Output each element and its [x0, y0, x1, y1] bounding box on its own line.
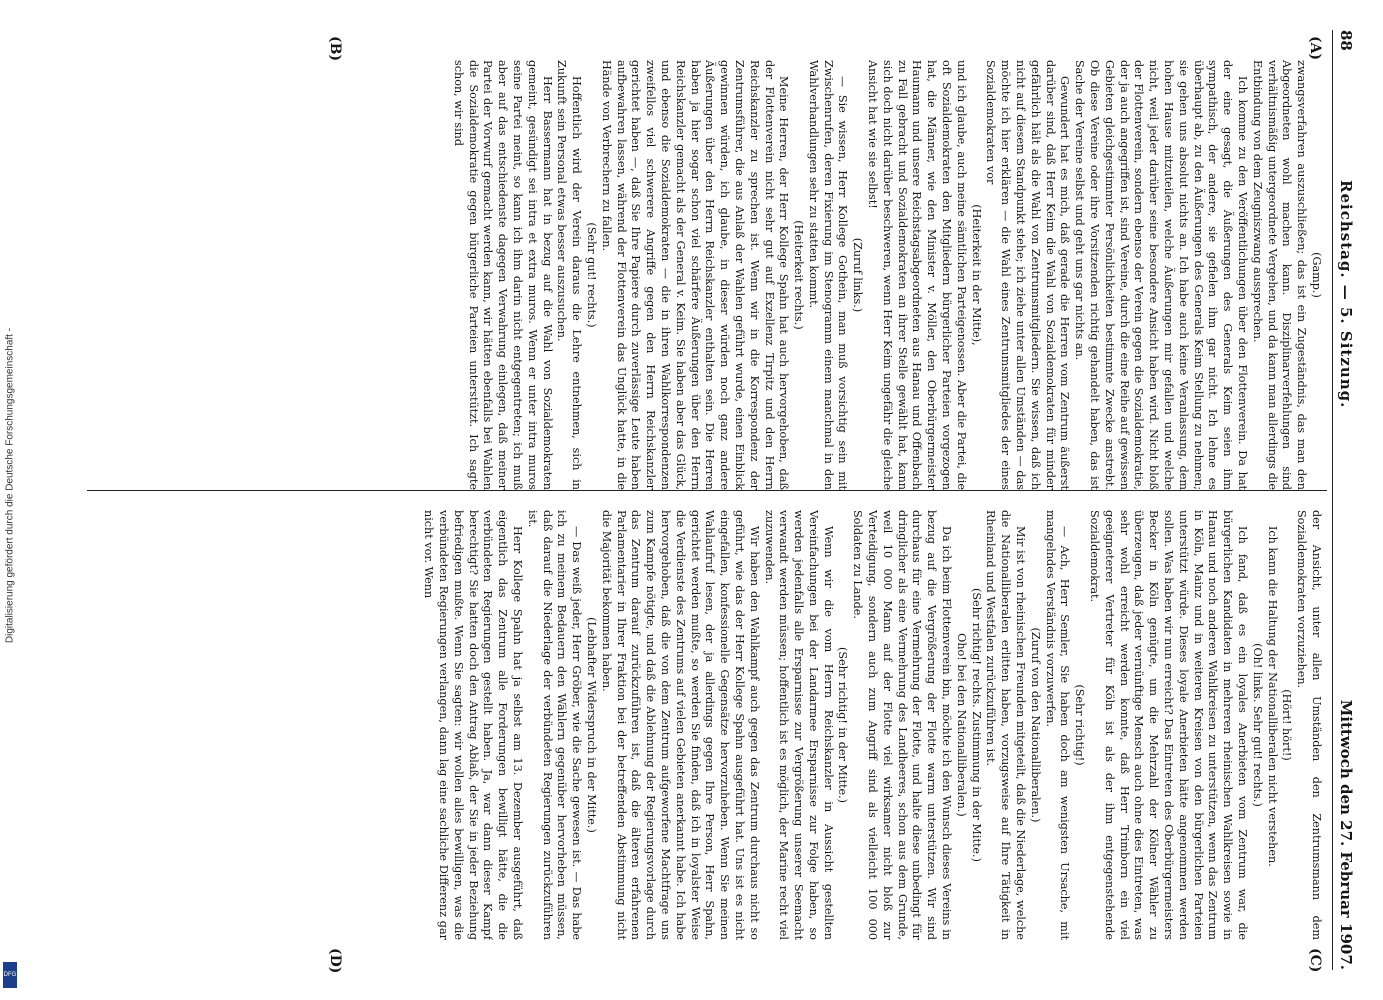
paragraph: Wenn wir die vom Herrn Reichskanzler in Aussicht gestellten Vereinfachungen bei der Landarmee Ersparnisse zur Folge haben, so werden jedenfalls alle Ersparnisse zur Vergrößerung unserer Seemacht verwandt werden müssen; hoffentlich ist es möglich, der Marine recht viel zuzuwenden. — [762, 510, 835, 940]
page-header — [1331, 30, 1355, 970]
paragraph: — Ach, Herr Semler, Sie haben doch am wenigsten Ursache, mit mangelndes Verständnis vorzuwerfen. — [1043, 510, 1072, 940]
paragraph: zwangsverfahren auszuschließen; das ist ein Zugeständnis, das man den Abgeordneten wohl machen kann. Disziplinarverfehlungen sind verhältnismäßig untergeordnete Vergehen, und da kann man allerdings die Entbindung von dem Zeugniszwang aussprechen. — [1250, 60, 1309, 490]
paragraph: Wir haben den Wahlkampf auch gegen das Zentrum durchaus nicht so geführt, wie das der Herr Kollege Spahn ausgeführt hat. Uns ist es nicht eingefallen, konfessionelle Gegensätze hervorzuheben. Wenn Sie meinen Wahlaufruf lesen, der ja allerdings gegen Ihre Person, Herr Spahn, gerichtet werden mußte, so werden Sie finden, daß ich in loyalster Weise die Verdienste des Zentrums auf vielen Gebieten anerkannt habe. Ich habe hervorgehoben, daß die von dem Zentrum aufgeworfene Machtfrage uns zum Kampfe nötigte, und daß die Ablehnung der Regierungsvorlage durch das Zentrum darauf zurückzuführen ist, daß die älteren erfahrenen Parlamentarier in Ihrer Fraktion bei der betreffenden Abstimmung nicht die Majorität bekommen haben. — [599, 510, 761, 940]
interjection: (Sehr gut! rechts.) — [584, 222, 598, 328]
running-title: Reichstag. — 5. Sitzung. — [1337, 180, 1355, 409]
interjection: (Zuruf links.) — [851, 237, 865, 313]
interjection: (Oh! links. Sehr gut! rechts.) — [1250, 643, 1264, 807]
interjection: (Sehr richtig!) — [1073, 684, 1087, 766]
margin-letter-a: (A) — [1307, 36, 1323, 61]
right-column — [83, 510, 1323, 940]
paragraph: Ich fand, daß es ein loyales Anerbieten vom Zentrum war, die bürgerlichen Kandidaten in mehreren rheinischen Wahlkreisen sowie in Hanau und noch anderen Wahlkreisen zu unterstützen, wenn das Zentrum in Köln, Mainz und in weiteren Kreisen von den bürgerlichen Parteien unterstützt würde. Dieses loyale Anerbieten hätte angenommen werden sollen. Was haben wir nun erreicht? Das Eintreten des Oberbürgermeisters Becker in Köln genügte, um die Mehrzahl der Kölner Wähler zu überzeugen, daß jeder vernünftige Mensch auch ohne dies Eintreten, was sehr wohl erreicht werden konnte, daß Herr Trimborn ein viel geeigneterer Vertreter für Köln ist als der ihm entgegenstehende Sozialdemokrat. — [1088, 510, 1250, 940]
paragraph: Herr Bassermann hat in bezug auf die Wahl von Sozialdemokraten gemeint, gesündigt sei intra et extra muros. Wenn er unter intra muros seine Partei meint, so kann ich ihm darin nicht entgegentreten; ich muß aber auf das entschiedenste dagegen Verwahrung einlegen, daß meiner Partei der Vorwurf gemacht werden kann, wir hätten ebenfalls bei Wahlen die Sozialdemokratie gegen bürgerliche Parteien unterstützt. Ich sagte schon, wir sind — [451, 60, 554, 490]
session-date: Mittwoch den 27. Februar 1907. — [1337, 699, 1355, 970]
paragraph: Mir ist von rheinischen Freunden mitgeteilt, daß die Niederlage, welche die Nationalliberalen erlitten haben, vorzugsweise auf Ihre Tätigkeit in Rheinland und Westfalen zurückzuführen ist. — [984, 510, 1028, 940]
interjection: (Zuruf von den Nationalliberalen.) — [1028, 627, 1042, 823]
paragraph: Ich kann die Haltung der Nationalliberalen nicht verstehen. — [1265, 526, 1279, 867]
column-divider — [87, 490, 1327, 491]
paragraph: Gewundert hat es mich, daß gerade die Herren vom Zentrum äußerst darüber sind, daß Herr Keim die Wahl von Sozialdemokraten für minder gefährlich hält als die Wahl von Zentrumsmitgliedern. Sie wissen, daß ich nicht auf diesem Standpunkt stehe; ich ziehe unter allen Umständen — das möchte ich hier erklären — die Wahl eines Zentrumsmitgliedes der eines Sozialdemokraten vor — [984, 60, 1072, 490]
interjection: (Sehr richtig! rechts. Zustimmung in der Mitte.) — [969, 588, 983, 862]
paragraph: und ich glaube, auch meine sämtlichen Parteigenossen. Aber die Partei, die oft Sozialdemokraten den Mitgliedern bürgerlicher Parteien vorgezogen hat, die Männer, wie den Minister v. Möller, den Oberbürgermeister Haumann und unsere Reichstagsabgeordneten aus Hanau und Offenbach zu Fall gebracht und Sozialdemokraten an ihrer Stelle gewählt hat, kann sich doch nicht darüber beschweren, wenn Herr Keim ungefähr die gleiche Ansicht hat wie sie selbst! — [866, 60, 968, 490]
paragraph: Ich komme zu den Veröffentlichungen über den Flottenverein. Da hat der eine gesagt, die Äußerungen des Generals Keim seien ihm sympathisch, der andere, sie gefielen ihm gar nicht. Ich lehne es überhaupt ab, zu den Äußerungen des Generals Keim Stellung zu nehmen; sie gehen uns absolut nichts an. Ich habe auch keine Veranlassung, dem hohen Hause mitzuteilen, welche Äußerungen mir gefallen und welche nicht, weil jeder darüber seine besondere Ansicht haben wird. Nicht bloß der Flottenverein, sondern ebenso der Verein gegen die Sozialdemokratie, der ja auch angegriffen ist, sind Vereine, durch die eine Reihe auf gewissen Gebieten gleichgestimmter Persönlichkeiten bestimmte Zwecke anstrebt. Ob diese Vereine oder ihre Vorsitzenden richtig gehandelt haben, das ist Sache der Vereine selbst und geht uns gar nichts an. — [1073, 60, 1250, 490]
interjection: (Sehr richtig! in der Mitte.) — [836, 646, 850, 804]
margin-letter-d: (D) — [327, 948, 343, 974]
dfg-logo: DFG — [3, 962, 17, 988]
left-column — [83, 60, 1323, 490]
interjection: (Lebhafter Widerspruch in der Mitte.) — [584, 617, 598, 833]
header-rule — [1332, 30, 1333, 970]
funding-note: Digitalisierung gefördert durch die Deutsche Forschungsgemeinschaft - — [4, 327, 16, 644]
interjection: (Heiterkeit in der Mitte), — [969, 204, 983, 346]
paragraph: Herr Kollege Spahn hat ja selbst am 13. Dezember ausgeführt, daß eigentlich das Zentrum alle Forderungen bewilligt hätte, die die verbündeten Regierungen gestellt haben. Ja, war dann dieser Kampf berechtigt? Sie hatten doch den Antrag Ablaß, der Sie in jeder Beziehung befriedigen mußte. Wenn Sie sagten: wir wollen alles bewilligen, was die verbündeten Regierungen verlangen, dann lag eine sachliche Differenz gar nicht vor. Wenn — [422, 510, 524, 940]
paragraph: — Das weiß jeder, Herr Gröber, wie die Sache gewesen ist. — Das habe ich zu meinem Bedauern den Wählern gegenüber hervorheben müssen, daß darauf die Niederlage der verbündeten Regierungen zurückzuführen ist. — [525, 510, 584, 940]
paragraph: — Sie wissen, Herr Kollege Gothein, man muß vorsichtig sein mit Zwischenrufen, deren Fixierung im Stenogramm einem manchmal in den Wahlverhandlungen sehr zu statten kommt. — [806, 60, 850, 490]
paragraph: Meine Herren, der Herr Kollege Spahn hat auch hervorgehoben, daß der Flottenverein nicht sehr gut auf Exzellenz Tirpitz und den Herrn Reichskanzler zu sprechen ist. Wenn wir in die Korrespondenz der Zentrumsführer, die aus Anlaß der Wahlen geführt wurde, einen Einblick gewinnen würden, ich glaube, in dieser würden noch ganz andere Äußerungen über den Herrn Reichskanzler enthalten sein. Die Herren haben ja hier sogar schon viel schärfere Äußerungen über den Herrn Reichskanzler gemacht als der General v. Keim. Sie haben aber das Glück, und ebenso die Sozialdemokraten — die in ihren Wahlkorrespondenzen zweifellos viel schwerere Angriffe gegen den Herrn Reichskanzler gerichtet haben —, daß Sie Ihre Papiere durch zuverlässige Leute haben aufbewahren lassen, während der Flottenverein das Unglück hatte, in die Hände von Verbrechern zu fallen. — [599, 60, 791, 490]
paragraph: Hoffentlich wird der Verein daraus die Lehre entnehmen, sich in Zukunft sein Personal etwas besser auszusuchen. — [555, 60, 584, 490]
interjection: Oho! bei den Nationalliberalen.) — [954, 633, 968, 817]
paragraph: Da ich beim Flottenverein bin, möchte ich den Wunsch dieses Vereins in bezug auf die Vergrößerung der Flotte warm unterstützen. Wir sind durchaus für eine Vermehrung der Flotte, und halte diese unbedingt für dringlicher als eine Vermehrung des Landheeres, schon aus dem Grunde, weil 10 000 Mann auf der Flotte viel wirksamer nicht bloß zur Verteidigung, sondern auch zum Angriff sind als vielleicht 100 000 Soldaten zu Lande. — [851, 510, 954, 940]
margin-letter-c: (C) — [1307, 948, 1323, 973]
interjection: (Hört! hört!) — [1280, 689, 1294, 761]
page-number: 88 — [1337, 30, 1355, 51]
funding-sidebar — [0, 0, 20, 1000]
margin-letter-b: (B) — [327, 36, 343, 62]
interjection: (Heiterkeit rechts.) — [792, 220, 806, 330]
paragraph: der Ansicht, unter allen Umständen den Zentrumsmann dem Sozialdemokraten vorzuziehen. — [1295, 510, 1323, 940]
speaker-name: (Gamp.) — [1310, 252, 1323, 298]
